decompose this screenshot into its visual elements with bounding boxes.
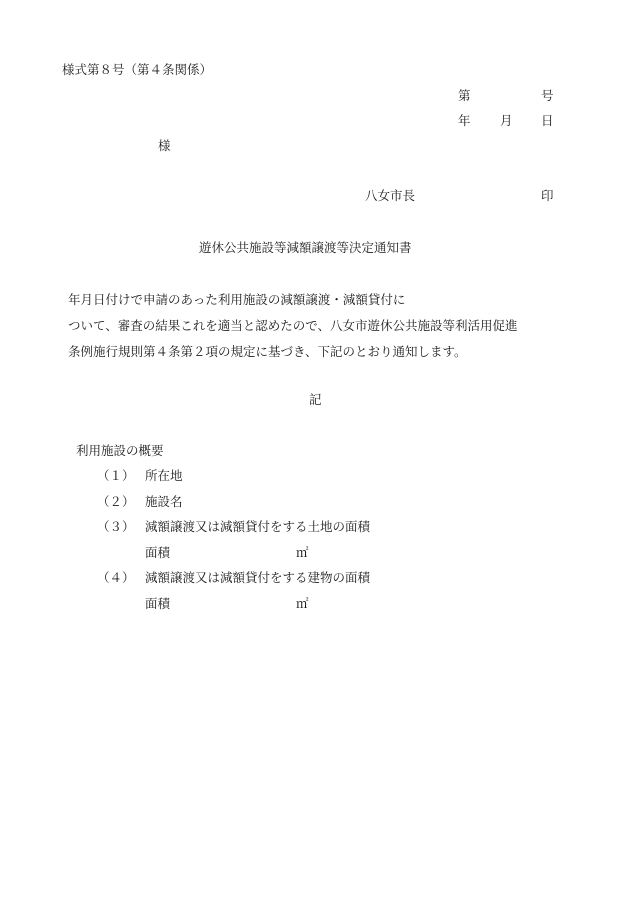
item-4-area-unit: ㎡ [296, 596, 309, 611]
date-month: 月 [500, 113, 513, 128]
issuer-seal: 印 [541, 188, 554, 203]
doc-number-go: 号 [541, 88, 554, 103]
body-month: 月 [80, 292, 94, 307]
addressee-suffix: 様 [158, 138, 171, 153]
item-1-number: （１） [97, 468, 135, 483]
body-line-2: ついて、審査の結果これを適当と認めたので、八女市遊休公共施設等利活用促進 [68, 318, 518, 333]
body-line-1 [68, 287, 568, 313]
form-label: 様式第８号（第４条関係） [62, 62, 213, 77]
item-4-area-label: 面積 [145, 596, 171, 611]
body-paragraph [68, 287, 568, 365]
item-4-number: （４） [97, 570, 135, 585]
item-1-label: 所在地 [145, 468, 183, 483]
body-line-1-text: 日付けで申請のあった利用施設の減額譲渡・減額貸付に [93, 292, 406, 307]
item-3-area-label: 面積 [145, 545, 171, 560]
body-line-3: 条例施行規則第４条第２項の規定に基づき、下記のとおり通知します。 [68, 344, 467, 359]
date-day: 日 [541, 113, 554, 128]
body-year: 年 [68, 292, 81, 307]
overview-heading: 利用施設の概要 [76, 443, 164, 458]
date-year: 年 [458, 113, 471, 128]
item-4-label: 減額譲渡又は減額貸付をする建物の面積 [145, 570, 371, 585]
doc-number-dai: 第 [458, 88, 471, 103]
item-3-number: （３） [97, 519, 135, 534]
item-2-label: 施設名 [145, 494, 183, 509]
item-3-label: 減額譲渡又は減額貸付をする土地の面積 [145, 519, 371, 534]
item-2-number: （２） [97, 494, 135, 509]
document-title: 遊休公共施設等減額譲渡等決定通知書 [199, 240, 412, 255]
ki-heading: 記 [309, 392, 322, 407]
item-3-area-unit: ㎡ [296, 545, 309, 560]
issuer-title: 八女市長 [365, 188, 416, 203]
